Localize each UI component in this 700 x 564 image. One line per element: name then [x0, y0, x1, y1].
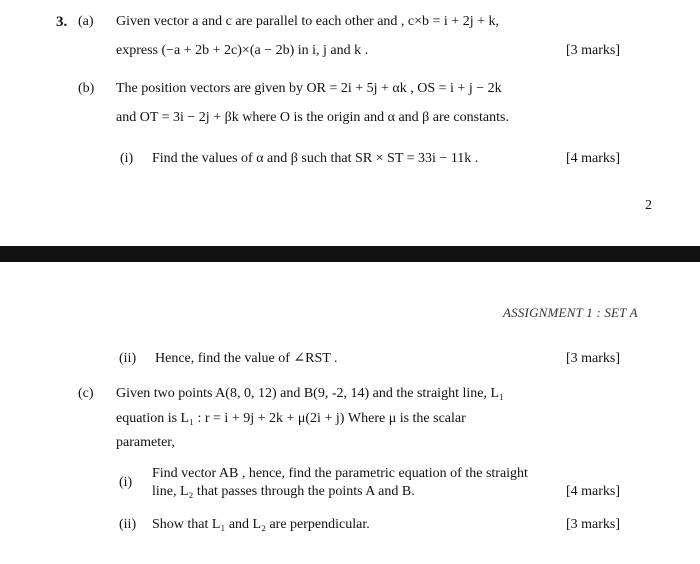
part-b-line2: and OT = 3i − 2j + βk where O is the origin and α and β are constants. — [116, 110, 509, 125]
part-c-label: (c) — [78, 386, 94, 401]
part-c-i-line2: line, L₂ that passes through the points A and B. — [152, 484, 415, 499]
part-a-label: (a) — [78, 14, 94, 29]
part-c-i-label: (i) — [119, 475, 133, 490]
part-c-i-marks: [4 marks] — [566, 484, 621, 499]
part-b-ii-marks: [3 marks] — [566, 351, 621, 366]
part-a-line1: Given vector a and c are parallel to each other and , c×b = i + 2j + k, — [116, 14, 499, 29]
part-c-ii-marks: [3 marks] — [566, 517, 621, 532]
part-b-i-marks: [4 marks] — [566, 151, 621, 166]
assignment-header: ASSIGNMENT 1 : SET A — [503, 305, 638, 320]
part-b-line1: The position vectors are given by OR = 2i + 5j + αk , OS = i + j − 2k — [116, 81, 502, 96]
part-c-line3: parameter, — [116, 435, 175, 450]
part-a-marks: [3 marks] — [566, 43, 621, 58]
part-c-line1: Given two points A(8, 0, 12) and B(9, -2, 14) and the straight line, L₁ — [116, 386, 504, 401]
part-c-line2: equation is L₁ : r = i + 9j + 2k + μ(2i + j) Where μ is the scalar — [116, 411, 466, 426]
part-a-line2: express (−a + 2b + 2c)×(a − 2b) in i, j and k . — [116, 43, 369, 58]
part-b-ii-text: Hence, find the value of ∠RST . — [155, 351, 338, 366]
page-number: 2 — [645, 198, 652, 213]
question-number: 3. — [56, 14, 68, 30]
part-c-i-line1: Find vector AB , hence, find the parametric equation of the straight — [152, 466, 528, 481]
part-b-label: (b) — [78, 81, 95, 96]
part-c-ii-text: Show that L₁ and L₂ are perpendicular. — [152, 517, 370, 532]
part-b-ii-label: (ii) — [119, 351, 137, 366]
part-b-i-label: (i) — [120, 151, 134, 166]
page-divider — [0, 246, 700, 262]
part-b-i-text: Find the values of α and β such that SR × ST = 33i − 11k . — [152, 151, 479, 166]
part-c-ii-label: (ii) — [119, 517, 137, 532]
